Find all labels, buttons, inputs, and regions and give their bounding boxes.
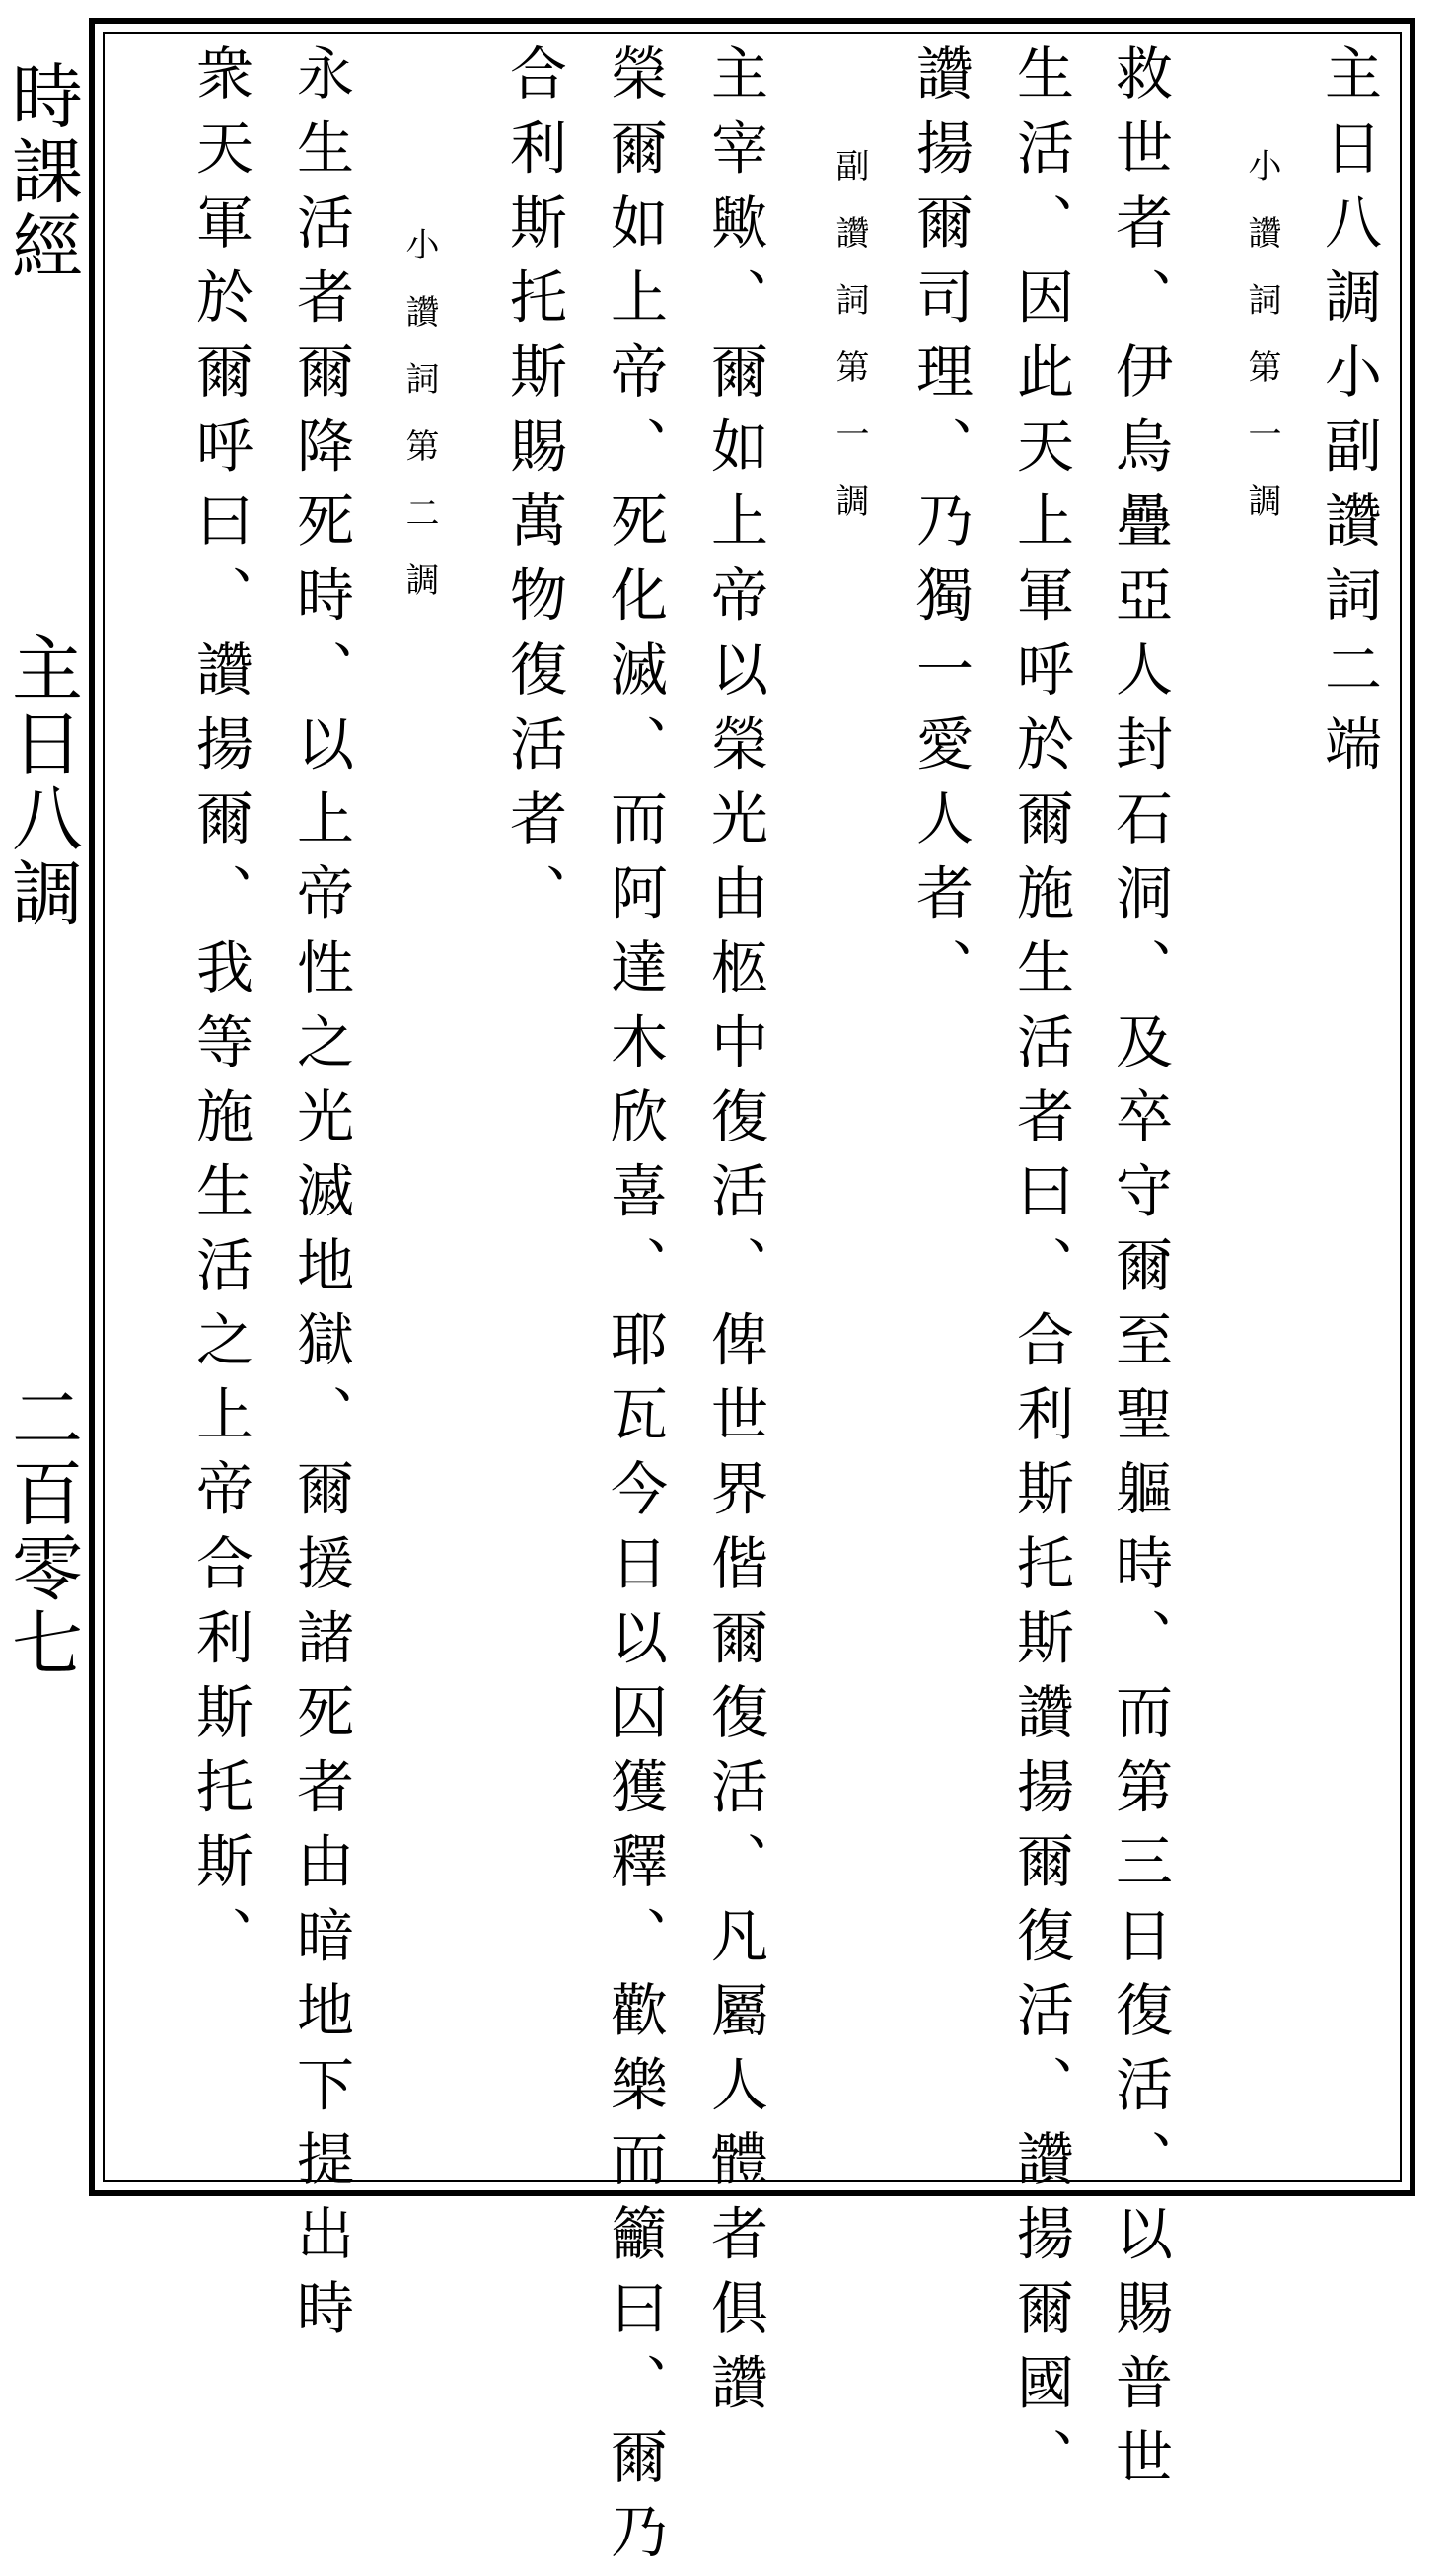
column-text: 生活、因此天上軍呼於爾施生活者曰、合利斯托斯讚揚爾復活、讚揚爾國、 [1007, 43, 1074, 2502]
column-text: 榮爾如上帝、死化滅、而阿達木欣喜、耶瓦今日以囚獲釋、歡樂而籲曰、爾乃 [601, 43, 668, 2576]
section-title: 主日八調 [0, 631, 83, 931]
column-heading: 主日八調小副讚詞二端 [1315, 43, 1382, 788]
column-text: 主宰歟、爾如上帝以榮光由柩中復活、俾世界偕爾復活、凡屬人體者俱讚 [701, 43, 768, 2427]
column-text: 衆天軍於爾呼曰、讚揚爾、我等施生活之上帝合利斯托斯、 [186, 43, 254, 1980]
book-title: 時課經 [0, 59, 83, 284]
column-subheading: 小讚詞第一調 [1242, 148, 1281, 551]
column-text: 救世者、伊烏疊亞人封石洞、及卒守爾至聖軀時、而第三日復活、以賜普世 [1106, 43, 1173, 2502]
column-text: 讚揚爾司理、乃獨一愛人者、 [906, 43, 974, 1012]
column-subheading: 副讚詞第一調 [830, 148, 869, 551]
column-subheading: 小讚詞第二調 [399, 227, 439, 629]
column-text: 永生活者爾降死時、以上帝性之光滅地獄、爾援諸死者由暗地下提出時 [287, 43, 354, 2353]
page-number: 二百零七 [0, 1381, 83, 1681]
column-text: 合利斯托斯賜萬物復活者、 [500, 43, 567, 937]
